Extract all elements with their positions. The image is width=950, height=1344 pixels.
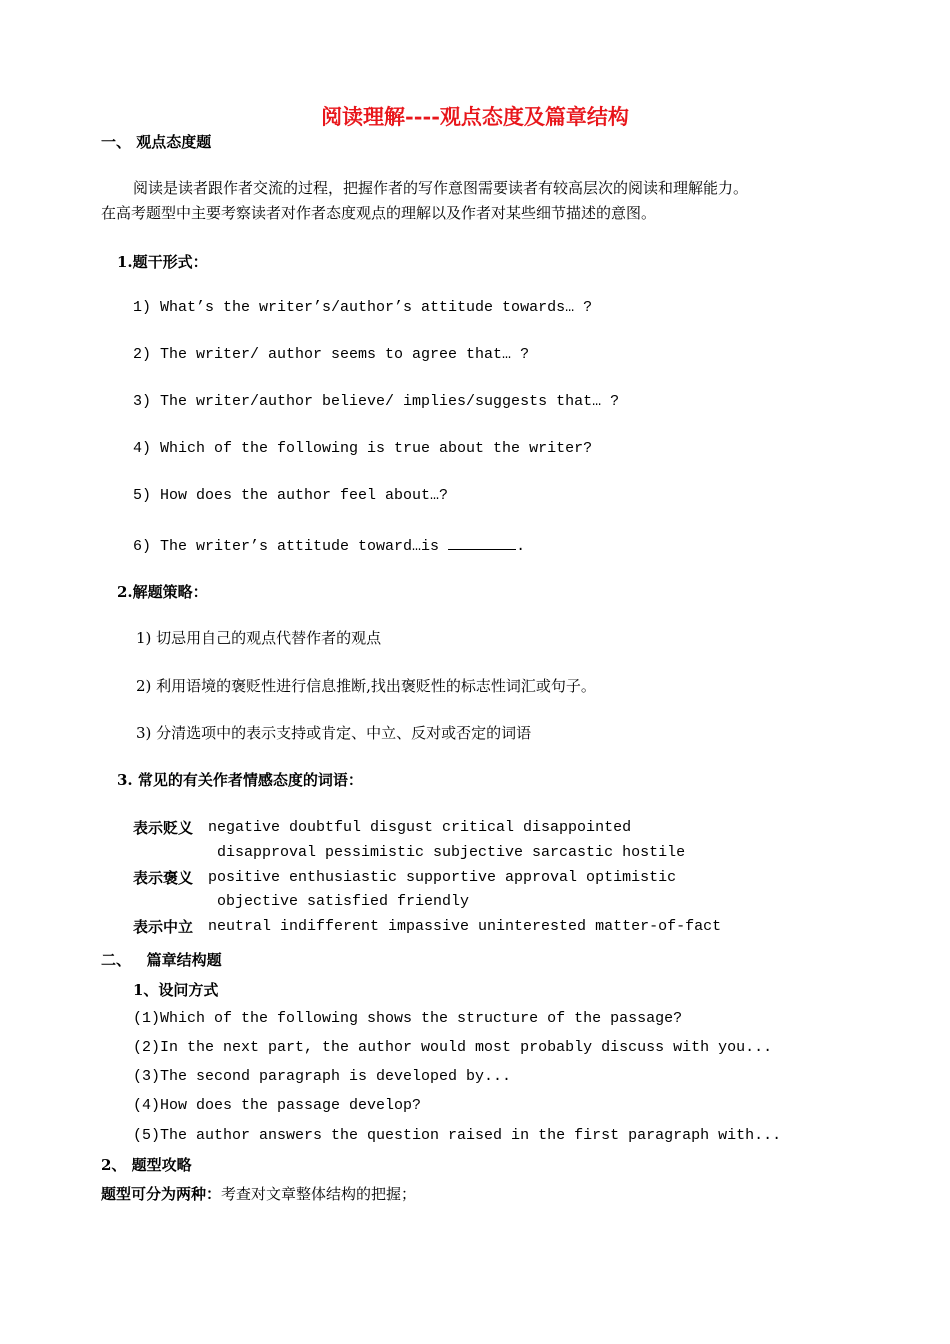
strategy-item: 2) 利用语境的褒贬性进行信息推断,找出褒贬性的标志性词汇或句子。 <box>136 677 596 695</box>
question-form-item: 5) How does the author feel about…? <box>133 487 449 504</box>
question-form-item: 2) The writer/ author seems to agree that… ? <box>133 346 530 363</box>
question-form-item: 3) The writer/author believe/ implies/suggests that… ? <box>133 393 620 410</box>
question-form-item-6 <box>133 534 525 557</box>
question-method-item: (3)The second paragraph is developed by... <box>133 1068 512 1085</box>
question-method-item: (4)How does the passage develop? <box>133 1097 422 1114</box>
strategy-summary-line <box>101 1184 416 1204</box>
question-form-item-end: . <box>516 538 526 555</box>
section2-heading: 二、 篇章结构题 <box>101 951 222 969</box>
strategy-summary-text: 考查对文章整体结构的把握； <box>221 1185 417 1203</box>
question-method-item: (5)The author answers the question raised in the first paragraph with... <box>133 1127 782 1144</box>
sub1-heading: 1.题干形式： <box>117 253 208 271</box>
strategy-item: 3) 分清选项中的表示支持或肯定、中立、反对或否定的词语 <box>136 724 532 742</box>
answer-blank-line <box>448 534 516 550</box>
question-form-item-text: 6) The writer’s attitude toward…is <box>133 538 440 555</box>
section1-intro-line1: 阅读是读者跟作者交流的过程，把握作者的写作意图需要读者有较高层次的阅读和理解能力。 <box>133 179 749 197</box>
neutral-label: 表示中立 <box>133 918 194 936</box>
question-method-item: (1)Which of the following shows the structure of the passage? <box>133 1010 683 1027</box>
strategy-summary-label: 题型可分为两种： <box>101 1185 222 1203</box>
negative-label: 表示贬义 <box>133 819 194 837</box>
strategy-item: 1) 切忌用自己的观点代替作者的观点 <box>136 629 382 647</box>
section2-sub2-heading: 2、 题型攻略 <box>101 1156 192 1174</box>
positive-label: 表示褒义 <box>133 869 194 887</box>
neutral-words-line1: neutral indifferent impassive uninterested matter-of-fact <box>208 918 722 935</box>
question-form-item: 4) Which of the following is true about the writer? <box>133 440 593 457</box>
negative-words-line2: disapproval pessimistic subjective sarcastic hostile <box>217 844 686 861</box>
negative-words-line1: negative doubtful disgust critical disappointed <box>208 819 632 836</box>
positive-words-line1: positive enthusiastic supportive approval optimistic <box>208 869 677 886</box>
question-method-item: (2)In the next part, the author would most probably discuss with you... <box>133 1039 773 1056</box>
sub2-heading: 2.解题策略： <box>117 583 208 601</box>
section1-intro-line2: 在高考题型中主要考察读者对作者态度观点的理解以及作者对某些细节描述的意图。 <box>101 204 657 222</box>
question-form-item: 1) What’s the writer’s/author’s attitude towards… ? <box>133 299 593 316</box>
sub3-heading: 3. 常见的有关作者情感态度的词语： <box>117 771 363 789</box>
section2-sub1-heading: 1、设问方式 <box>133 981 219 999</box>
section1-heading: 一、 观点态度题 <box>101 133 212 151</box>
page-title: 阅读理解----观点态度及篇章结构 <box>321 104 629 129</box>
positive-words-line2: objective satisfied friendly <box>217 893 470 910</box>
